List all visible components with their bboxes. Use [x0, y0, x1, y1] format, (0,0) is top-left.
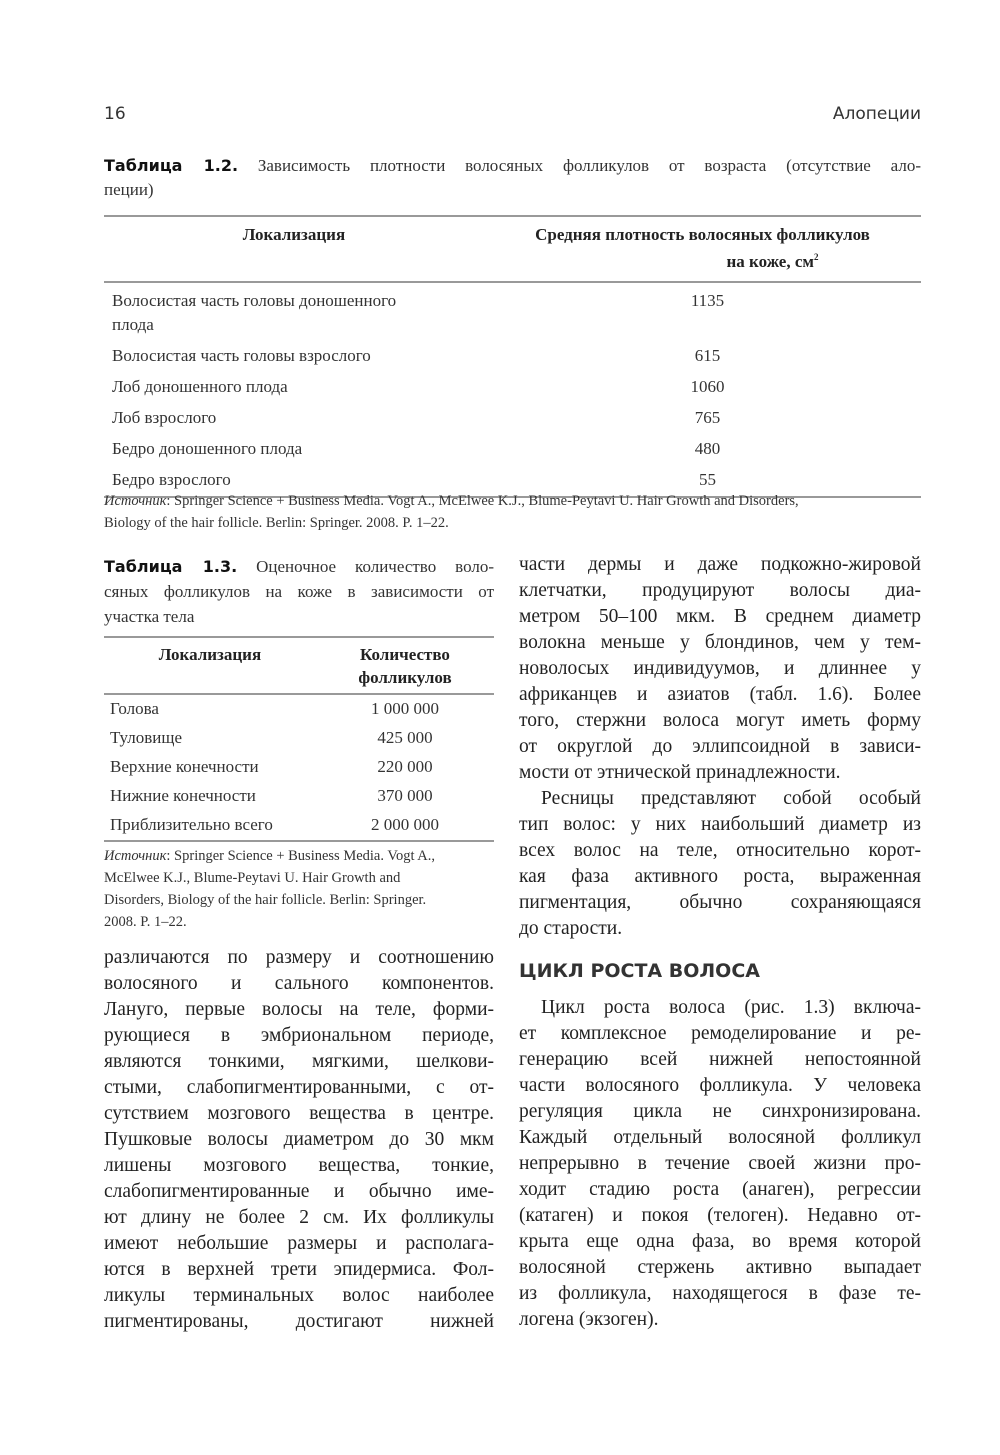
localization-cell: Волосистая часть головы взрослого: [112, 345, 371, 365]
caption-text: участка тела: [104, 607, 195, 626]
text-line: волосяной стержень активно выпадает: [519, 1257, 921, 1278]
text-line: волосяного и сального компонентов.: [104, 973, 494, 994]
localization-cell: Бедро взрослого: [112, 469, 231, 489]
text-line: кая фаза активного роста, выраженная: [519, 866, 921, 887]
count-cell: 220 000: [377, 757, 433, 776]
localization-cell: Туловище: [110, 728, 183, 747]
localization-cell: Волосистая часть головы доношенного плода: [112, 290, 397, 334]
caption-text: сяных фолликулов на коже в зависимости от: [104, 582, 494, 601]
count-cell: 2 000 000: [371, 815, 439, 834]
table-row: [104, 694, 494, 724]
table-row: [104, 811, 494, 841]
text-line: из фолликула, находящегося в фазе те-: [519, 1283, 921, 1304]
text-line: логена (экзоген).: [519, 1309, 659, 1330]
text-line: клетчатки, продуцируют волосы диа-: [519, 580, 921, 601]
text-line: имеют небольшие размеры и располага-: [104, 1233, 494, 1254]
text-line: до старости.: [519, 918, 623, 939]
text-line: метром 50–100 мкм. В среднем диаметр: [519, 606, 921, 627]
table-1-3-source: Источник: Springer Science + Business Media. Vogt A., McElwee K.J., Blume-Peytavi U. Hair Growth and Disorders, Biology of the hair follicle. Berlin: Springer. 2008. P. 1–22.: [104, 848, 436, 930]
localization-cell: Лоб доношенного плода: [112, 376, 288, 396]
table-1-3-caption: [104, 554, 494, 629]
right-column-paragraph-3: [519, 995, 921, 1333]
text-line: лишены мозгового вещества, тонкие,: [104, 1155, 494, 1176]
text-line: стыми, слабопигментированными, с от-: [104, 1077, 494, 1098]
text-line: Каждый отдельный волосяной фолликул: [519, 1127, 921, 1148]
text-line: Цикл роста волоса (рис. 1.3) включа-: [541, 997, 921, 1018]
table-label: Таблица 1.2.: [104, 156, 239, 175]
text-line: всех волос на теле, относительно корот-: [519, 840, 921, 861]
table-1-2: [104, 215, 921, 498]
text-line: волокна меньше у блондинов, чем у тем-: [519, 632, 921, 653]
table-row: [104, 341, 921, 372]
density-cell: 1135: [690, 290, 725, 310]
text-line: крыта еще одна фаза, во время которой: [519, 1231, 921, 1252]
text-line: пигментация, обычно сохраняющаяся: [519, 892, 921, 913]
caption-text: Зависимость плотности волосяных фолликулов от возраста (отсутствие ало-: [257, 156, 921, 175]
density-cell: 55: [699, 469, 716, 489]
column-header: Количество фолликулов: [358, 645, 452, 687]
localization-cell: Нижние конечности: [110, 786, 256, 805]
text-line: мости от этнической принадлежности.: [519, 762, 841, 783]
count-cell: 1 000 000: [371, 699, 439, 718]
text-line: Лануго, первые волосы на теле, форми-: [104, 999, 494, 1020]
text-line: являются тонкими, мягкими, шелкови-: [104, 1051, 494, 1072]
localization-cell: Лоб взрослого: [112, 407, 217, 427]
table-row: [104, 782, 494, 811]
column-header: Средняя плотность волосяных фолликулов на коже, $см^2$: [535, 225, 870, 271]
text-line: от округлой до эллипсоидной в зависи-: [519, 736, 921, 757]
text-line: сутствием мозгового вещества в центре.: [104, 1103, 494, 1124]
right-column-paragraph-1: [519, 552, 921, 786]
density-cell: 480: [694, 438, 721, 458]
section-heading: ЦИКЛ РОСТА ВОЛОСА: [519, 960, 760, 982]
text-line: ликулы терминальных волос наиболее: [104, 1285, 494, 1306]
text-line: различаются по размеру и соотношению: [104, 947, 494, 968]
page-number: 16: [104, 104, 126, 124]
count-cell: 425 000: [377, 728, 433, 747]
right-column-paragraph-2: [519, 786, 921, 942]
text-line: африканцев и азиатов (табл. 1.6). Более: [519, 684, 921, 705]
column-header: Локализация: [158, 645, 262, 664]
text-line: части дермы и даже подкожно-жировой: [519, 554, 921, 575]
table-row: [104, 724, 494, 753]
text-line: ет комплексное ремоделирование и ре-: [519, 1023, 921, 1044]
density-cell: 1060: [690, 376, 725, 396]
count-cell: 370 000: [377, 786, 433, 805]
text-line: пигментированы, достигают нижней: [104, 1311, 494, 1332]
text-line: новолосых индивидуумов, и длиннее у: [519, 658, 921, 679]
text-line: Ресницы представляют собой особый: [541, 788, 921, 809]
caption-text: Оценочное количество воло-: [256, 557, 494, 576]
text-line: (катаген) и покоя (телоген). Недавно от-: [519, 1205, 921, 1226]
localization-cell: Приблизительно всего: [110, 815, 273, 834]
table-1-2-caption: [104, 154, 921, 202]
localization-cell: Голова: [110, 699, 159, 718]
text-line: слабопигментированные и обычно име-: [104, 1181, 494, 1202]
density-cell: 615: [694, 345, 721, 365]
table-label: Таблица 1.3.: [104, 557, 238, 576]
localization-cell: Бедро доношенного плода: [112, 438, 303, 458]
text-line: рующиеся в эмбриональном периоде,: [104, 1025, 494, 1046]
caption-text: пеции): [104, 180, 154, 199]
text-line: ходит стадию роста (анаген), регрессии: [519, 1179, 921, 1200]
text-line: тип волос: у них наибольший диаметр из: [519, 814, 921, 835]
running-title: Алопеции: [832, 104, 921, 124]
text-line: регуляция цикла не синхронизирована.: [519, 1101, 921, 1122]
text-line: генерацию всей нижней непостоянной: [519, 1049, 921, 1070]
text-line: ют длину не более 2 см. Их фолликулы: [104, 1207, 494, 1228]
table-1-3: [104, 636, 494, 842]
table-row: [104, 403, 921, 434]
table-1-2-source: Источник: Springer Science + Business Media. Vogt A., McElwee K.J., Blume-Peytavi U. Hair Growth and Disorders, Biology of the hair follicle. Berlin: Springer. 2008. P. 1–22.: [104, 493, 799, 531]
table-row: [104, 434, 921, 465]
text-line: части волосяного фолликула. У человека: [519, 1075, 921, 1096]
density-cell: 765: [694, 407, 721, 427]
text-line: ются в верхней трети эпидермиса. Фол-: [104, 1259, 494, 1280]
column-header: Локализация: [242, 225, 346, 244]
text-line: непрерывно в течение своей жизни про-: [519, 1153, 921, 1174]
table-row: [104, 282, 921, 341]
text-line: того, стержни волоса могут иметь форму: [519, 710, 921, 731]
table-row: [104, 372, 921, 403]
table-row: [104, 753, 494, 782]
localization-cell: Верхние конечности: [110, 757, 259, 776]
text-line: Пушковые волосы диаметром до 30 мкм: [104, 1129, 494, 1150]
left-column-text: [104, 945, 494, 1335]
